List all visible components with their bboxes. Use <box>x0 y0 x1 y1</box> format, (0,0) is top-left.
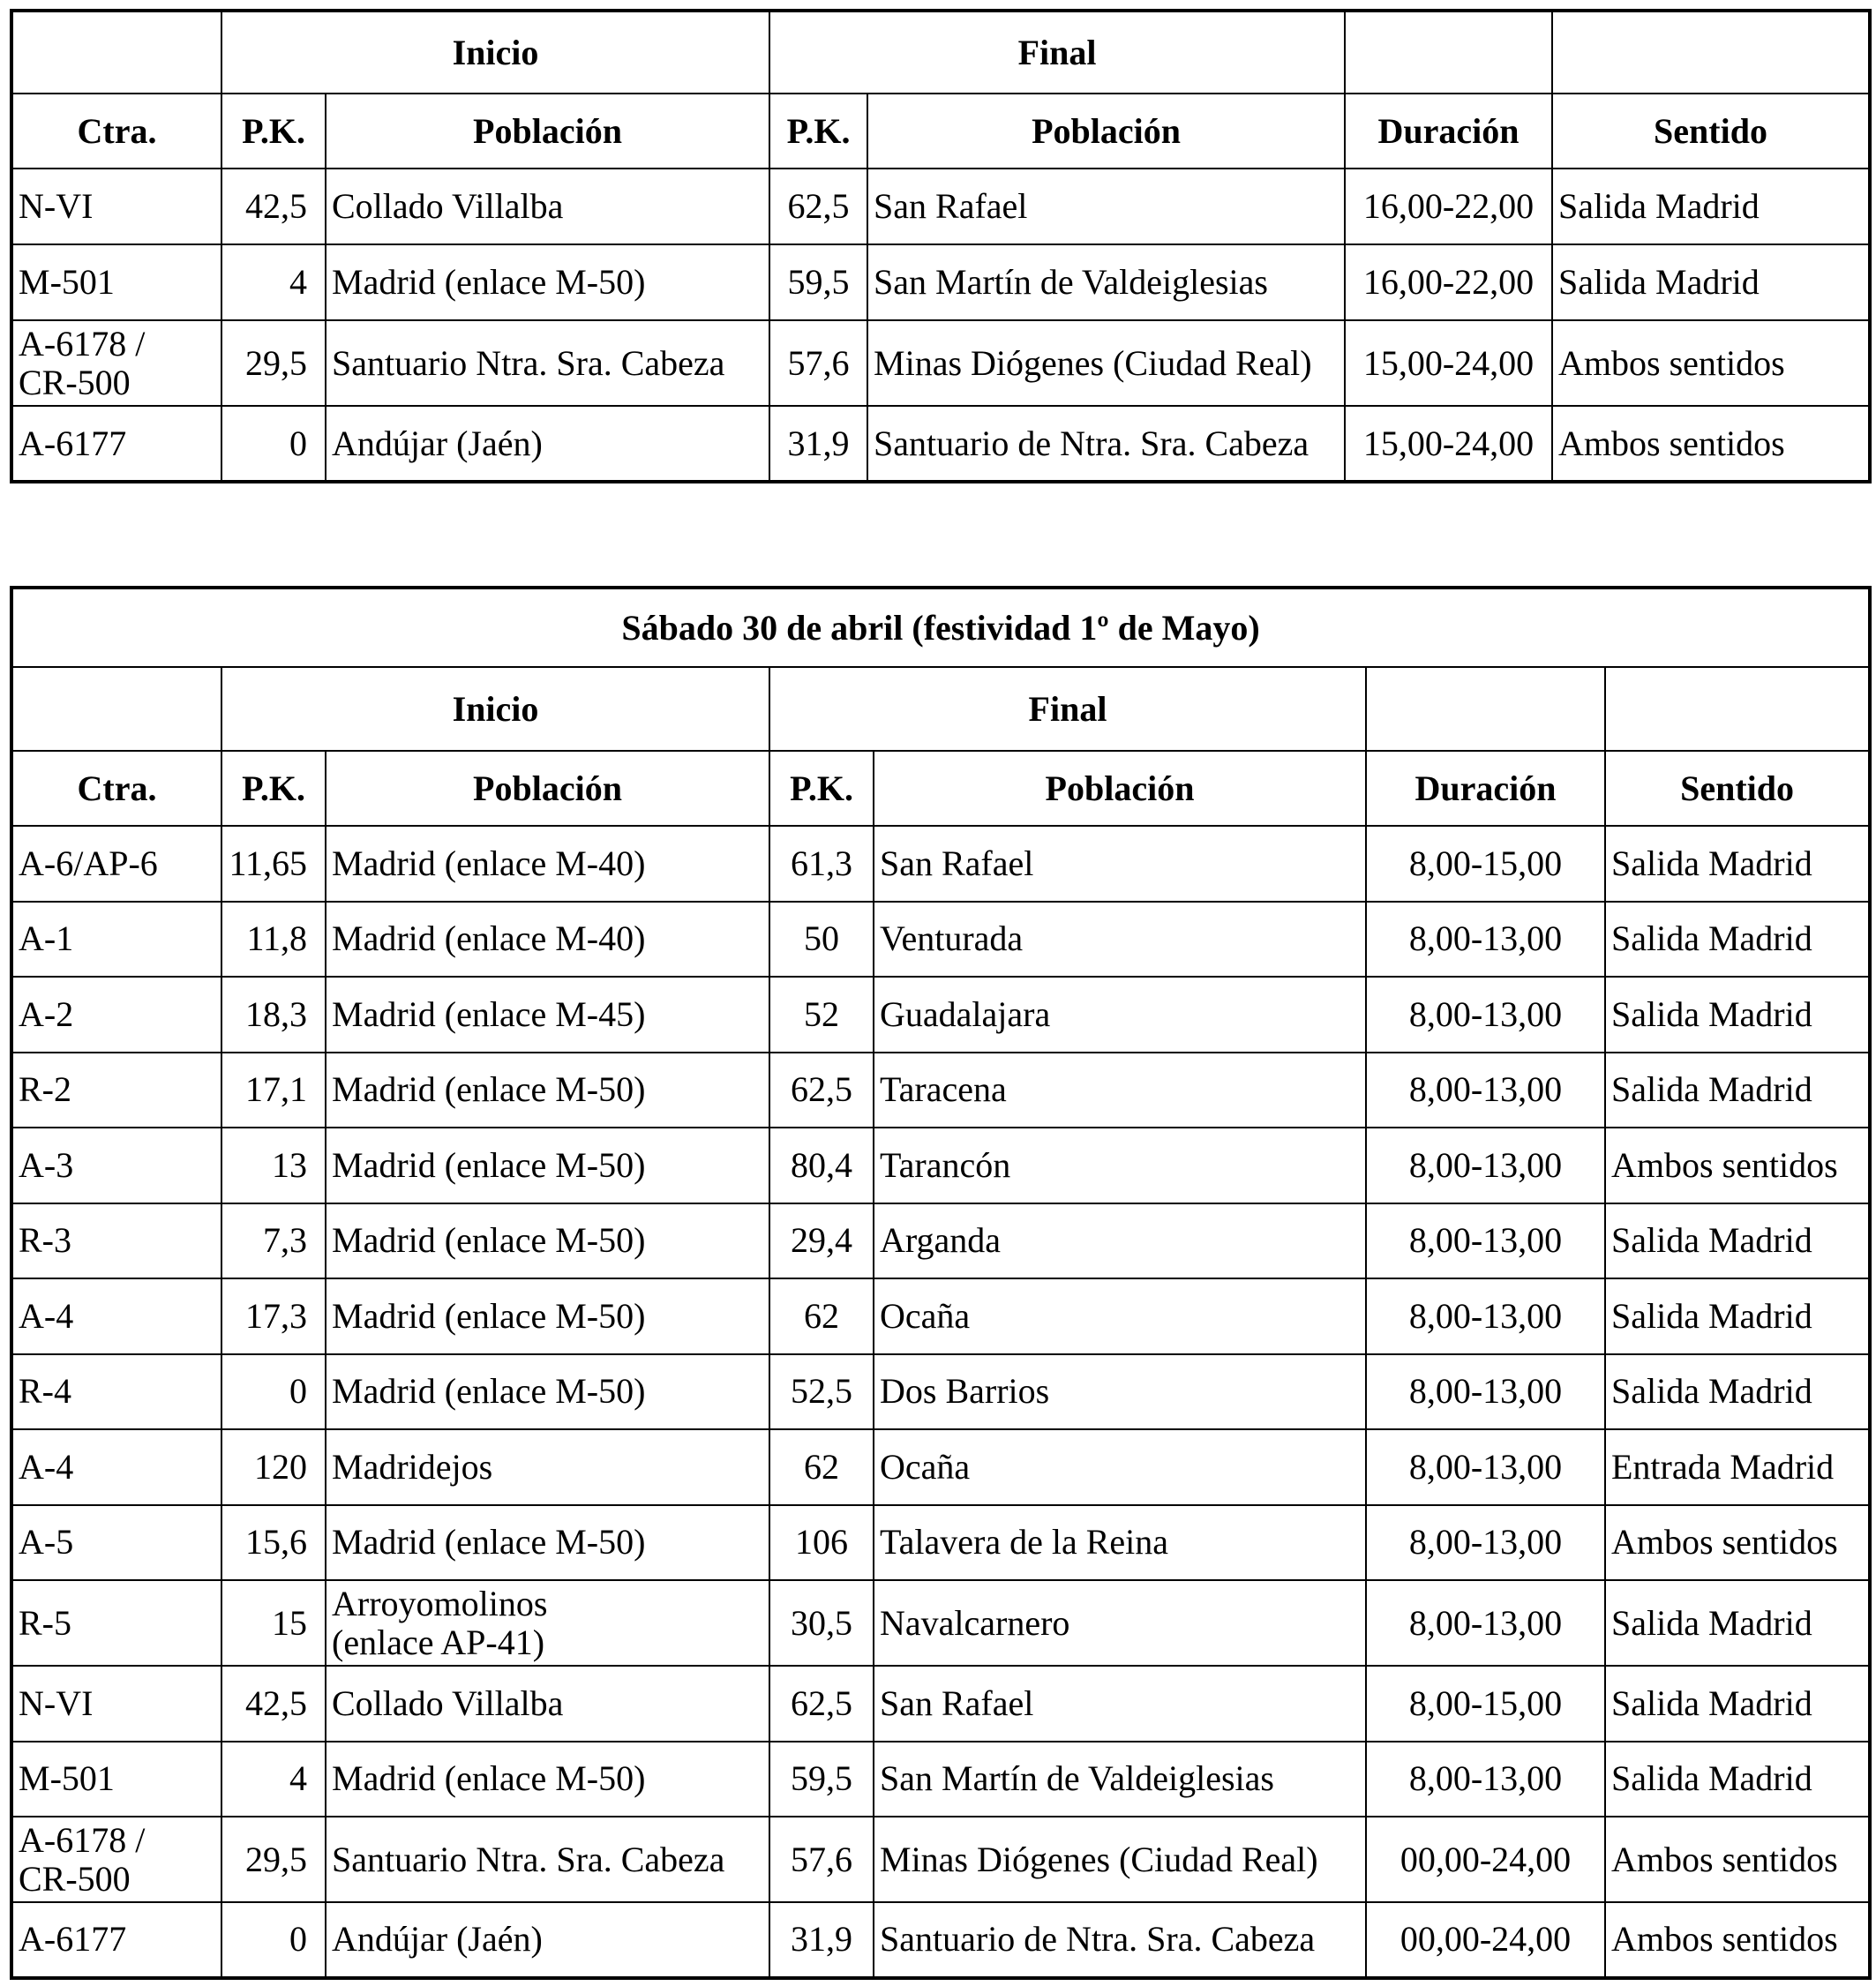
cell-pk-end: 106 <box>769 1505 874 1581</box>
cell-ctra: R-5 <box>11 1580 221 1666</box>
column-header-row <box>11 751 1870 826</box>
table-row <box>11 1505 1870 1581</box>
header-poblacion-end: Población <box>874 751 1366 826</box>
cell-poblacion-start: Madrid (enlace M-50) <box>326 1354 769 1430</box>
cell-duracion: 00,00-24,00 <box>1366 1902 1605 1978</box>
empty-header-cell <box>11 667 221 751</box>
cell-pk-end: 59,5 <box>769 1742 874 1817</box>
cell-poblacion-start: Madrid (enlace M-50) <box>326 1742 769 1817</box>
cell-pk-end: 52 <box>769 977 874 1053</box>
cell-ctra: N-VI <box>11 169 221 244</box>
cell-duracion: 16,00-22,00 <box>1345 244 1552 320</box>
cell-poblacion-start: Santuario Ntra. Sra. Cabeza <box>326 320 769 406</box>
empty-header-cell <box>1345 11 1552 94</box>
table-row <box>11 1278 1870 1354</box>
cell-pk-end: 62 <box>769 1278 874 1354</box>
table-row <box>11 977 1870 1053</box>
cell-pk-start: 11,8 <box>221 902 326 978</box>
header-pk-end: P.K. <box>769 94 867 169</box>
cell-duracion: 8,00-13,00 <box>1366 1580 1605 1666</box>
cell-ctra: A-6177 <box>11 1902 221 1978</box>
group-header-row <box>11 667 1870 751</box>
empty-header-cell <box>11 11 221 94</box>
cell-ctra: A-4 <box>11 1278 221 1354</box>
cell-poblacion-start: Collado Villalba <box>326 1666 769 1742</box>
cell-poblacion-end: Arganda <box>874 1203 1366 1279</box>
header-poblacion-start: Población <box>326 94 769 169</box>
cell-pk-start: 18,3 <box>221 977 326 1053</box>
cell-pk-end: 52,5 <box>769 1354 874 1430</box>
cell-ctra: M-501 <box>11 1742 221 1817</box>
header-pk-start: P.K. <box>221 751 326 826</box>
table-row <box>11 1429 1870 1505</box>
cell-ctra: A-4 <box>11 1429 221 1505</box>
table-row <box>11 1742 1870 1817</box>
road-restrictions-table-2 <box>10 586 1872 1980</box>
cell-poblacion-end: Tarancón <box>874 1128 1366 1203</box>
cell-sentido: Salida Madrid <box>1605 1580 1870 1666</box>
cell-poblacion-start: Madrid (enlace M-45) <box>326 977 769 1053</box>
cell-poblacion-start: Andújar (Jaén) <box>326 1902 769 1978</box>
cell-poblacion-start: Madrid (enlace M-50) <box>326 1505 769 1581</box>
cell-poblacion-end: Minas Diógenes (Ciudad Real) <box>874 1817 1366 1902</box>
cell-duracion: 8,00-13,00 <box>1366 1742 1605 1817</box>
inicio-header: Inicio <box>221 667 769 751</box>
table-row <box>11 1817 1870 1902</box>
table-row <box>11 1666 1870 1742</box>
cell-duracion: 8,00-13,00 <box>1366 1429 1605 1505</box>
cell-pk-end: 29,4 <box>769 1203 874 1279</box>
cell-pk-start: 7,3 <box>221 1203 326 1279</box>
cell-sentido: Salida Madrid <box>1605 1742 1870 1817</box>
cell-pk-end: 59,5 <box>769 244 867 320</box>
cell-poblacion-start: Arroyomolinos (enlace AP-41) <box>326 1580 769 1666</box>
cell-pk-start: 42,5 <box>221 169 326 244</box>
cell-poblacion-end: San Rafael <box>874 1666 1366 1742</box>
cell-poblacion-start: Madrid (enlace M-50) <box>326 1053 769 1128</box>
cell-pk-end: 31,9 <box>769 1902 874 1978</box>
header-duracion: Duración <box>1345 94 1552 169</box>
group-header-row <box>11 11 1870 94</box>
cell-duracion: 8,00-15,00 <box>1366 1666 1605 1742</box>
cell-duracion: 15,00-24,00 <box>1345 406 1552 482</box>
cell-pk-start: 29,5 <box>221 320 326 406</box>
cell-ctra: M-501 <box>11 244 221 320</box>
cell-sentido: Salida Madrid <box>1552 244 1870 320</box>
cell-poblacion-end: Ocaña <box>874 1429 1366 1505</box>
cell-ctra: A-2 <box>11 977 221 1053</box>
cell-duracion: 00,00-24,00 <box>1366 1817 1605 1902</box>
table-row <box>11 826 1870 902</box>
cell-pk-end: 31,9 <box>769 406 867 482</box>
cell-poblacion-start: Collado Villalba <box>326 169 769 244</box>
final-header: Final <box>769 667 1366 751</box>
table-row <box>11 1053 1870 1128</box>
empty-header-cell <box>1605 667 1870 751</box>
cell-poblacion-start: Madrid (enlace M-50) <box>326 244 769 320</box>
cell-poblacion-end: San Rafael <box>874 826 1366 902</box>
cell-pk-end: 80,4 <box>769 1128 874 1203</box>
cell-pk-start: 15 <box>221 1580 326 1666</box>
cell-sentido: Salida Madrid <box>1552 169 1870 244</box>
header-sentido: Sentido <box>1605 751 1870 826</box>
cell-pk-start: 17,3 <box>221 1278 326 1354</box>
empty-header-cell <box>1366 667 1605 751</box>
cell-ctra: R-3 <box>11 1203 221 1279</box>
cell-pk-start: 0 <box>221 406 326 482</box>
cell-ctra: A-6/AP-6 <box>11 826 221 902</box>
table-row <box>11 320 1870 406</box>
cell-poblacion-end: Talavera de la Reina <box>874 1505 1366 1581</box>
cell-ctra: A-5 <box>11 1505 221 1581</box>
cell-pk-start: 0 <box>221 1902 326 1978</box>
cell-pk-end: 57,6 <box>769 1817 874 1902</box>
cell-pk-start: 0 <box>221 1354 326 1430</box>
cell-ctra: A-6178 / CR-500 <box>11 320 221 406</box>
cell-duracion: 8,00-13,00 <box>1366 1128 1605 1203</box>
cell-sentido: Salida Madrid <box>1605 1278 1870 1354</box>
cell-ctra: N-VI <box>11 1666 221 1742</box>
table-row <box>11 1902 1870 1978</box>
cell-ctra: A-1 <box>11 902 221 978</box>
cell-pk-start: 29,5 <box>221 1817 326 1902</box>
cell-pk-start: 15,6 <box>221 1505 326 1581</box>
cell-sentido: Salida Madrid <box>1605 1354 1870 1430</box>
cell-poblacion-end: Santuario de Ntra. Sra. Cabeza <box>874 1902 1366 1978</box>
cell-pk-start: 4 <box>221 244 326 320</box>
header-ctra: Ctra. <box>11 94 221 169</box>
cell-pk-start: 4 <box>221 1742 326 1817</box>
cell-poblacion-start: Madrid (enlace M-40) <box>326 902 769 978</box>
header-pk-start: P.K. <box>221 94 326 169</box>
cell-pk-start: 120 <box>221 1429 326 1505</box>
cell-poblacion-end: Minas Diógenes (Ciudad Real) <box>867 320 1345 406</box>
cell-duracion: 8,00-13,00 <box>1366 1354 1605 1430</box>
cell-poblacion-end: San Martín de Valdeiglesias <box>867 244 1345 320</box>
cell-pk-start: 42,5 <box>221 1666 326 1742</box>
cell-pk-end: 62 <box>769 1429 874 1505</box>
final-header: Final <box>769 11 1345 94</box>
cell-sentido: Ambos sentidos <box>1552 320 1870 406</box>
cell-duracion: 8,00-13,00 <box>1366 1053 1605 1128</box>
header-pk-end: P.K. <box>769 751 874 826</box>
cell-duracion: 16,00-22,00 <box>1345 169 1552 244</box>
cell-ctra: A-6177 <box>11 406 221 482</box>
header-poblacion-start: Población <box>326 751 769 826</box>
cell-poblacion-end: Navalcarnero <box>874 1580 1366 1666</box>
table-title: Sábado 30 de abril (festividad 1º de Mayo) <box>11 588 1870 667</box>
road-restrictions-table-1 <box>10 9 1872 483</box>
cell-ctra: R-2 <box>11 1053 221 1128</box>
cell-pk-start: 11,65 <box>221 826 326 902</box>
cell-poblacion-end: Taracena <box>874 1053 1366 1128</box>
cell-pk-start: 17,1 <box>221 1053 326 1128</box>
cell-poblacion-start: Madrid (enlace M-50) <box>326 1278 769 1354</box>
table-row <box>11 902 1870 978</box>
table-row <box>11 244 1870 320</box>
cell-poblacion-start: Madrid (enlace M-50) <box>326 1128 769 1203</box>
cell-sentido: Salida Madrid <box>1605 1666 1870 1742</box>
table-row <box>11 1203 1870 1279</box>
cell-pk-start: 13 <box>221 1128 326 1203</box>
header-poblacion-end: Población <box>867 94 1345 169</box>
cell-sentido: Entrada Madrid <box>1605 1429 1870 1505</box>
cell-poblacion-end: Guadalajara <box>874 977 1366 1053</box>
empty-header-cell <box>1552 11 1870 94</box>
cell-poblacion-start: Madrid (enlace M-40) <box>326 826 769 902</box>
cell-poblacion-start: Madridejos <box>326 1429 769 1505</box>
cell-sentido: Salida Madrid <box>1605 826 1870 902</box>
cell-sentido: Salida Madrid <box>1605 1053 1870 1128</box>
cell-sentido: Ambos sentidos <box>1605 1817 1870 1902</box>
cell-ctra: R-4 <box>11 1354 221 1430</box>
table-row <box>11 406 1870 482</box>
cell-duracion: 8,00-13,00 <box>1366 1505 1605 1581</box>
header-sentido: Sentido <box>1552 94 1870 169</box>
cell-sentido: Ambos sentidos <box>1605 1505 1870 1581</box>
table-row <box>11 169 1870 244</box>
cell-pk-end: 50 <box>769 902 874 978</box>
cell-duracion: 8,00-15,00 <box>1366 826 1605 902</box>
table-row <box>11 1128 1870 1203</box>
header-ctra: Ctra. <box>11 751 221 826</box>
header-duracion: Duración <box>1366 751 1605 826</box>
cell-pk-end: 62,5 <box>769 1053 874 1128</box>
cell-pk-end: 30,5 <box>769 1580 874 1666</box>
inicio-header: Inicio <box>221 11 769 94</box>
cell-poblacion-end: San Rafael <box>867 169 1345 244</box>
cell-duracion: 15,00-24,00 <box>1345 320 1552 406</box>
cell-duracion: 8,00-13,00 <box>1366 902 1605 978</box>
cell-sentido: Ambos sentidos <box>1605 1902 1870 1978</box>
cell-sentido: Ambos sentidos <box>1552 406 1870 482</box>
cell-poblacion-end: Venturada <box>874 902 1366 978</box>
cell-poblacion-end: Ocaña <box>874 1278 1366 1354</box>
cell-sentido: Salida Madrid <box>1605 902 1870 978</box>
cell-poblacion-end: Dos Barrios <box>874 1354 1366 1430</box>
cell-duracion: 8,00-13,00 <box>1366 1278 1605 1354</box>
cell-duracion: 8,00-13,00 <box>1366 1203 1605 1279</box>
cell-ctra: A-3 <box>11 1128 221 1203</box>
table-row <box>11 1354 1870 1430</box>
cell-poblacion-end: San Martín de Valdeiglesias <box>874 1742 1366 1817</box>
cell-poblacion-start: Santuario Ntra. Sra. Cabeza <box>326 1817 769 1902</box>
table-row <box>11 1580 1870 1666</box>
cell-sentido: Salida Madrid <box>1605 977 1870 1053</box>
cell-sentido: Ambos sentidos <box>1605 1128 1870 1203</box>
column-header-row <box>11 94 1870 169</box>
table-title-row <box>11 588 1870 667</box>
cell-sentido: Salida Madrid <box>1605 1203 1870 1279</box>
cell-poblacion-end: Santuario de Ntra. Sra. Cabeza <box>867 406 1345 482</box>
cell-pk-end: 62,5 <box>769 169 867 244</box>
cell-pk-end: 62,5 <box>769 1666 874 1742</box>
cell-duracion: 8,00-13,00 <box>1366 977 1605 1053</box>
cell-pk-end: 61,3 <box>769 826 874 902</box>
cell-poblacion-start: Madrid (enlace M-50) <box>326 1203 769 1279</box>
cell-ctra: A-6178 / CR-500 <box>11 1817 221 1902</box>
cell-poblacion-start: Andújar (Jaén) <box>326 406 769 482</box>
cell-pk-end: 57,6 <box>769 320 867 406</box>
